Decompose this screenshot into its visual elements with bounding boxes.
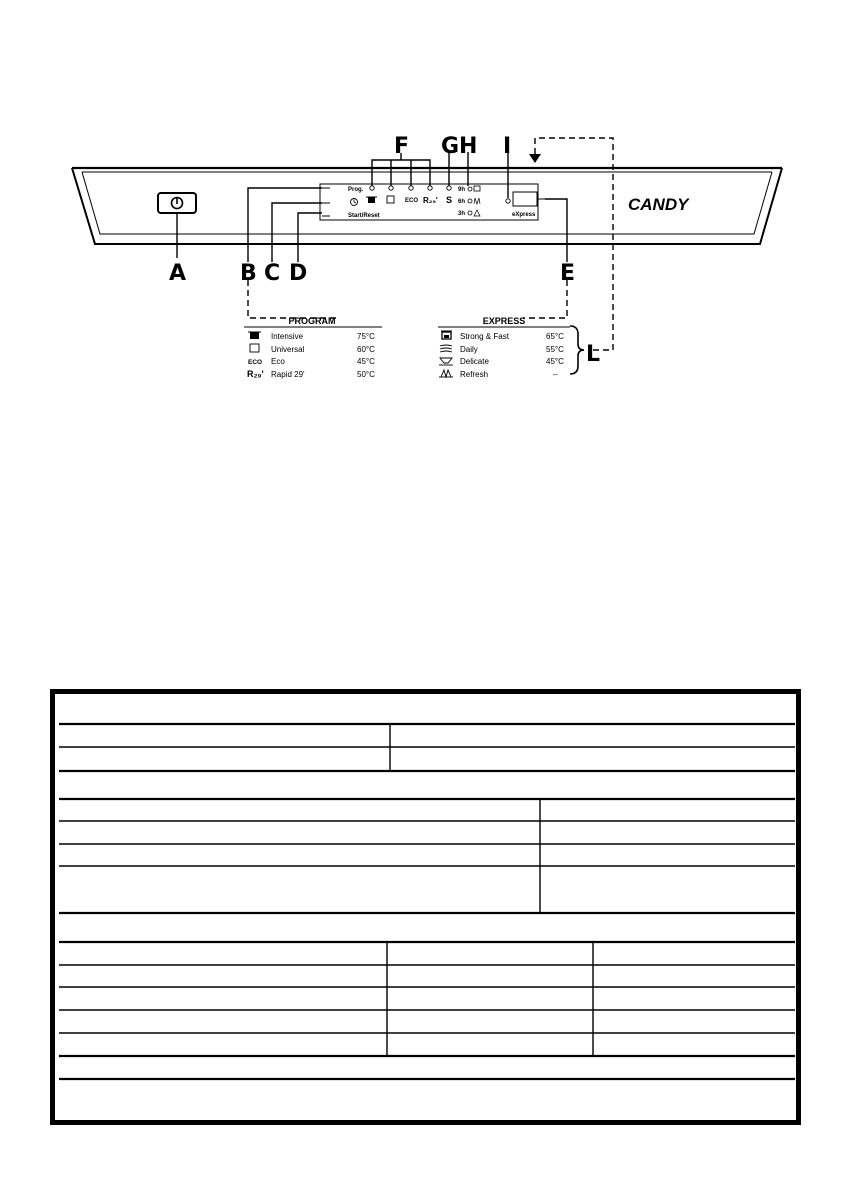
callout-A: A [169,261,187,286]
brand-logo: CANDY [628,195,689,214]
express-temp-refresh: – [553,370,558,379]
express-name-strong-fast: Strong & Fast [460,332,509,341]
callout-H: H [459,134,478,159]
express-temp-strong-fast: 65°C [546,332,564,341]
prog-label: Prog. [348,187,364,193]
daily-icon [440,345,452,352]
specification-table [50,689,801,1125]
arrow-head [529,154,541,163]
express-name-delicate: Delicate [460,357,489,366]
timer-9h: 9h [458,187,466,193]
callout-E: E [560,261,576,286]
express-title: EXPRESS [482,316,526,326]
led-express [506,199,510,203]
led-salt [447,186,451,190]
panel-salt-icon: S [446,195,453,205]
panel-eco-icon: ECO [405,198,419,204]
led-rapid [428,186,432,190]
express-button[interactable] [513,192,545,206]
program-legend [244,316,382,379]
program-name-universal: Universal [271,345,305,354]
express-label: eXpress [512,212,536,218]
refresh-icon [439,370,453,377]
universal-icon [250,344,259,352]
intensive-icon [248,332,261,339]
express-brace [570,326,584,374]
program-name-rapid: Rapid 29' [271,370,305,379]
start-reset-button[interactable] [348,213,380,219]
strong-fast-icon [441,331,452,339]
callout-L: L [586,342,601,367]
callout-D: D [289,261,308,286]
delicate-icon [439,358,453,365]
timer-3h: 3h [458,211,466,217]
express-temp-daily: 55°C [546,345,564,354]
led-eco [409,186,413,190]
callout-F: F [394,134,410,159]
program-title: PROGRAM [288,316,336,326]
timer-6h: 6h [458,199,466,205]
callout-G: G [441,134,460,159]
led-intensive [370,186,374,190]
program-name-eco: Eco [271,357,285,366]
callout-B: B [240,261,257,286]
program-temp-eco: 45°C [357,357,375,366]
express-name-daily: Daily [460,345,478,354]
express-legend [438,316,570,379]
panel-rapid-icon: R₂₉' [423,196,438,205]
prog-button[interactable] [348,187,364,193]
callout-I: I [503,134,512,159]
rapid-icon: R₂₉' [247,369,264,379]
eco-icon: ECO [248,359,263,366]
program-name-intensive: Intensive [271,332,304,341]
led-universal [389,186,393,190]
callout-C: C [264,261,281,286]
program-temp-intensive: 75°C [357,332,375,341]
program-temp-universal: 60°C [357,345,375,354]
express-temp-delicate: 45°C [546,357,564,366]
express-name-refresh: Refresh [460,370,489,379]
power-button[interactable] [158,193,196,213]
start-reset-label: Start/Reset [348,213,380,219]
program-temp-rapid: 50°C [357,370,375,379]
